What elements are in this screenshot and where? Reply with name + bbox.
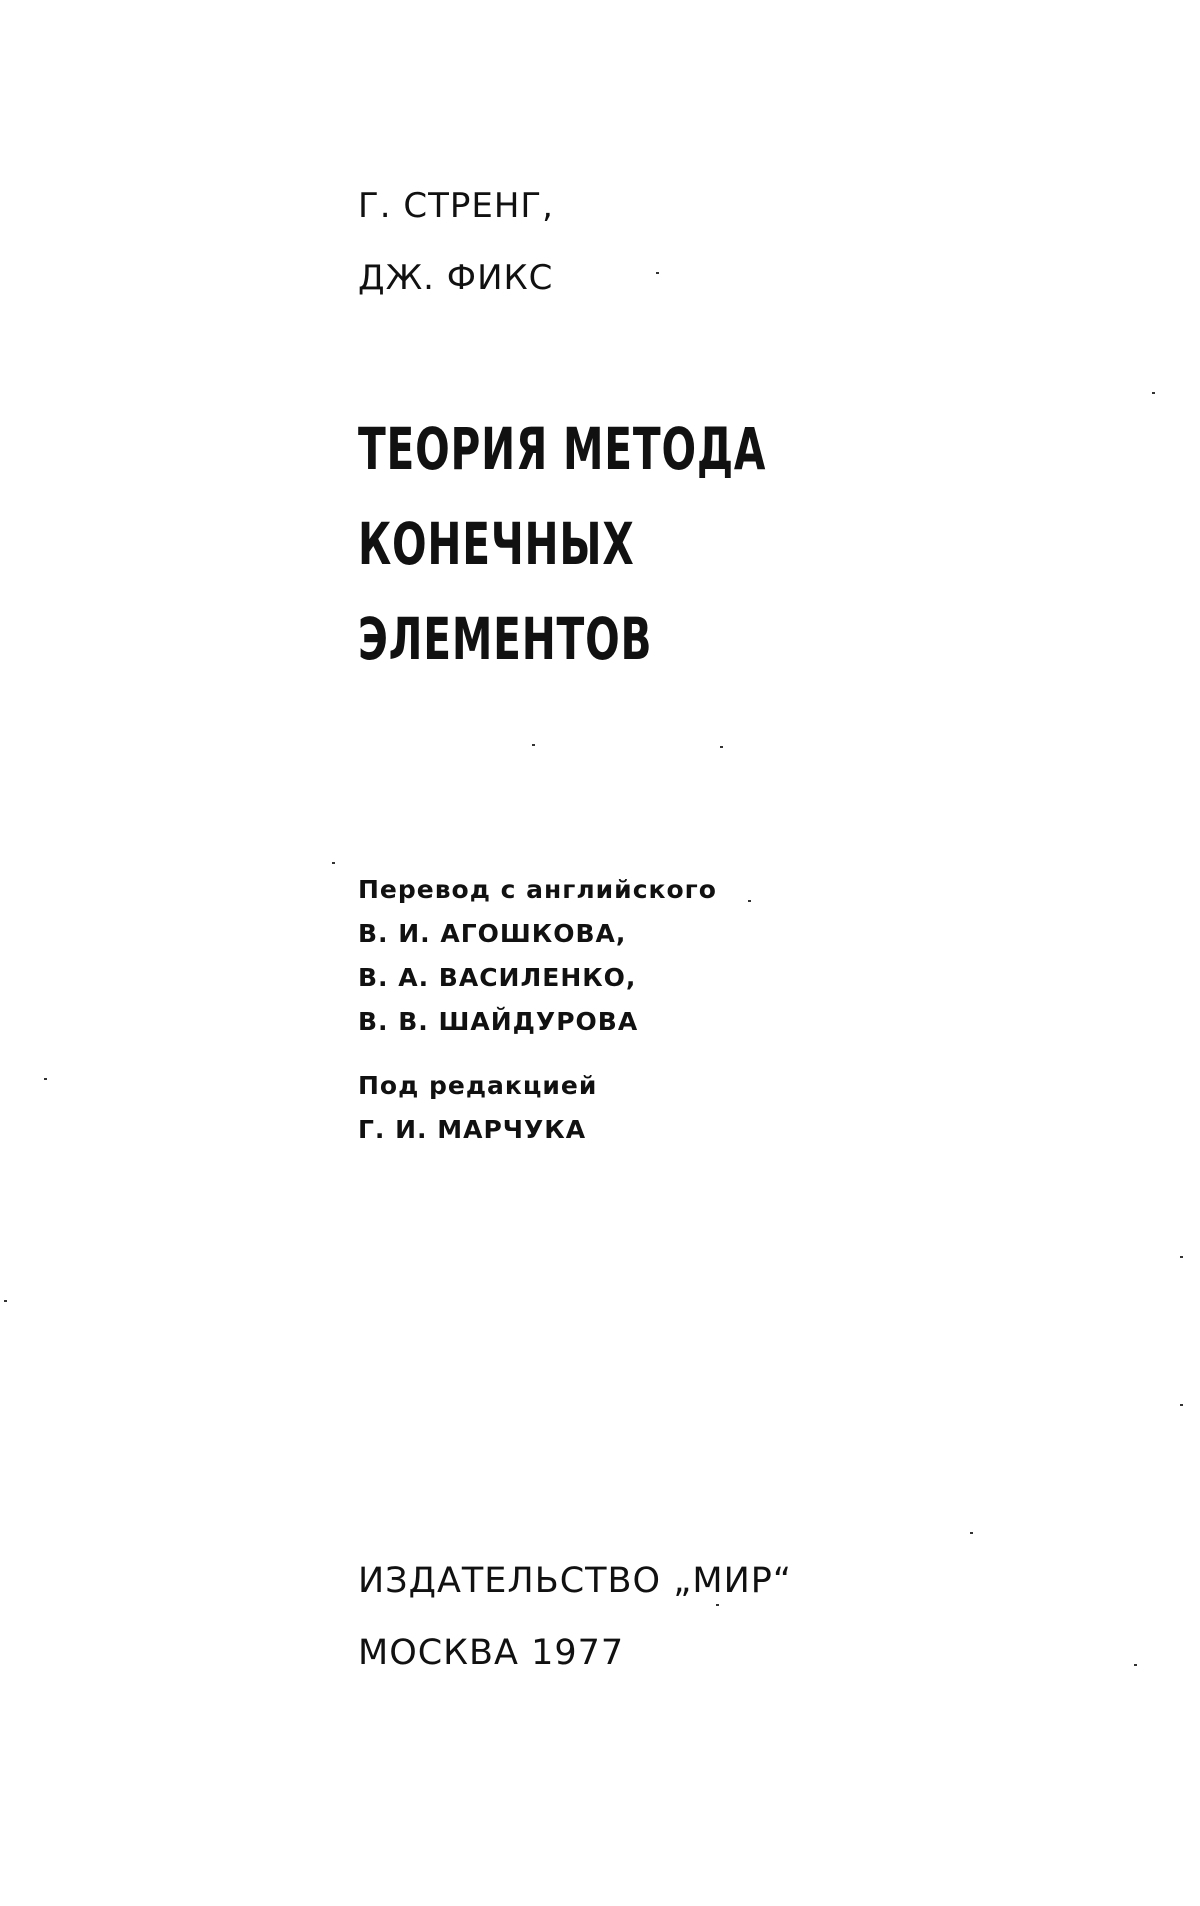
scan-speck [970,1532,973,1534]
translator-name: В. И. АГОШКОВА, [358,919,627,948]
translation-label: Перевод с английского [358,875,717,904]
scan-speck [720,746,723,748]
title-line: ТЕОРИЯ МЕТОДА [358,415,767,483]
title-line: КОНЕЧНЫХ [358,510,635,578]
scan-speck [1134,1664,1137,1666]
scan-speck [1180,1404,1183,1406]
scan-speck [532,744,535,746]
scan-speck [44,1078,47,1080]
authors-block [358,170,554,314]
translation-credits [358,868,717,1152]
editor-name: Г. И. МАРЧУКА [358,1115,587,1144]
scan-speck [716,1604,719,1606]
author-name: ДЖ. ФИКС [358,258,554,298]
scan-speck [4,1300,7,1302]
editing-label: Под редакцией [358,1071,598,1100]
scan-speck [656,272,659,274]
author-name: Г. СТРЕНГ, [358,186,554,226]
scan-speck [748,900,751,902]
spacer [358,1044,717,1064]
scan-speck [332,862,335,864]
title-line: ЭЛЕМЕНТОВ [358,605,653,673]
book-title [358,402,881,687]
scan-speck [1180,1256,1183,1258]
publisher-block [358,1545,792,1689]
translator-name: В. А. ВАСИЛЕНКО, [358,963,637,992]
scan-speck [1152,392,1155,394]
publisher-name: ИЗДАТЕЛЬСТВО „МИР“ [358,1561,792,1601]
publisher-city-year: МОСКВА 1977 [358,1633,625,1673]
translator-name: В. В. ШАЙДУРОВА [358,1007,639,1036]
